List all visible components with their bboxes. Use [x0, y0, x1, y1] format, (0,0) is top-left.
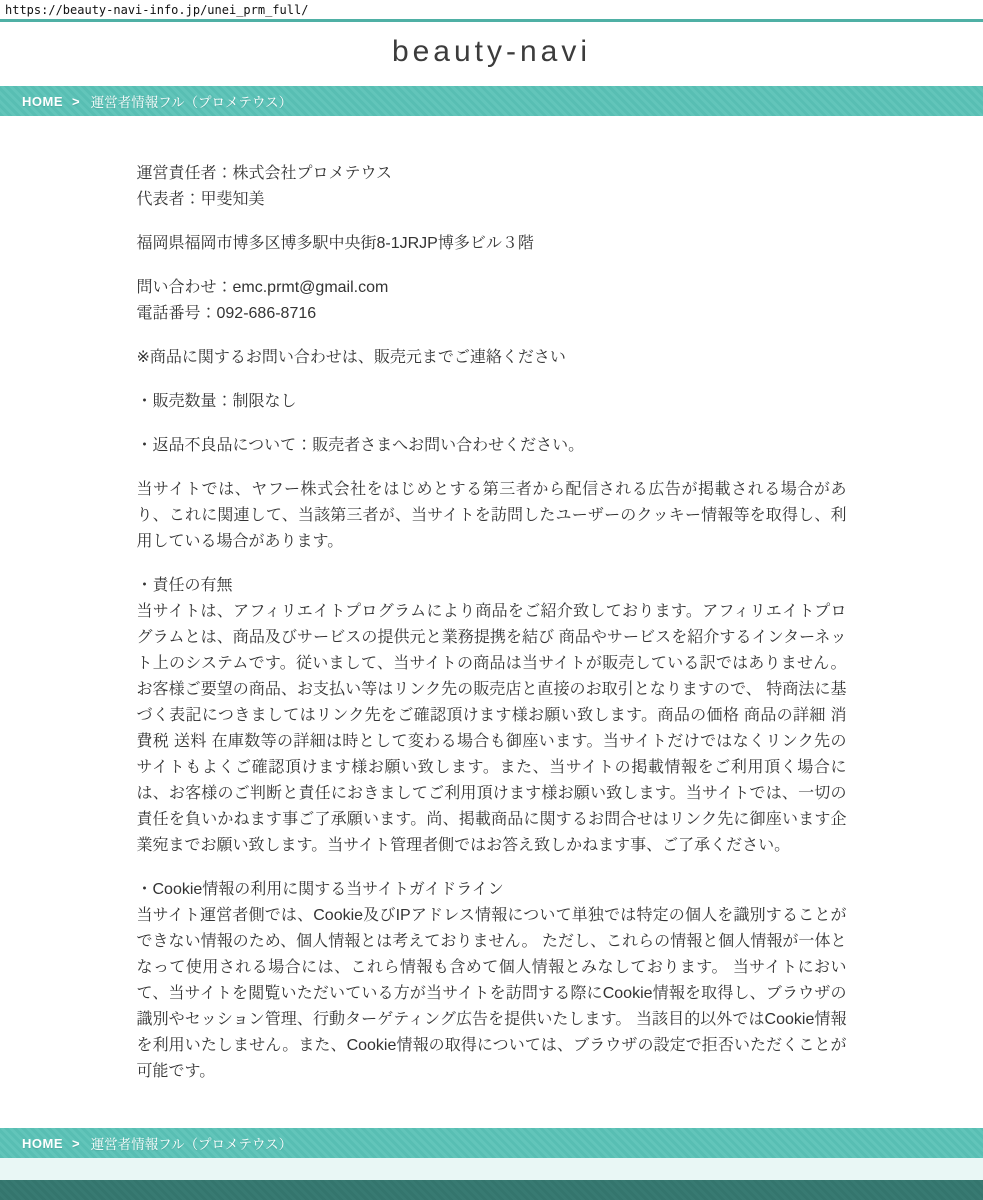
paragraph: 運営責任者：株式会社プロメテウス 代表者：甲斐知美	[136, 165, 393, 208]
url-bar	[0, 0, 983, 19]
breadcrumb-home-link[interactable]: HOME	[22, 1135, 63, 1151]
breadcrumb-current-page: 運営者情報フル（プロメテウス）	[90, 1137, 293, 1152]
paragraph: ・返品不良品について：販売者さまへお問い合わせください。	[136, 437, 585, 454]
site-header	[0, 22, 983, 86]
footer-light-band	[0, 1158, 983, 1180]
breadcrumb-separator: >	[72, 1135, 80, 1151]
footer-dark-band	[0, 1180, 983, 1200]
paragraph: ・販売数量：制限なし	[136, 393, 297, 410]
breadcrumb-home-link[interactable]: HOME	[22, 93, 63, 109]
breadcrumb-bottom	[0, 1128, 983, 1158]
breadcrumb-current-page: 運営者情報フル（プロメテウス）	[90, 95, 293, 110]
bottom-area	[0, 1128, 983, 1200]
paragraph: ・Cookie情報の利用に関する当サイトガイドライン 当サイト運営者側では、Cookie及びIPアドレス情報について単独では特定の個人を識別することができない情報のため、個人情報とは考えておりません。 ただし、これらの情報と個人情報が一体となって使用される場合には、これら情報も含めて個人情報とみなしております。 当サイトにおいて、当サイトを閲覧いただいている方が当サイトを訪問する際にCookie情報を取得し、ブラウザの識別やセッション管理、行動ターゲティング広告を提供いたします。 当該目的以外ではCookie情報を利用いたしません。また、Cookie情報の取得については、ブラウザの設定で拒否いただくことが可能です。	[136, 881, 847, 1080]
breadcrumb-top	[0, 86, 983, 116]
site-title[interactable]: beauty-navi	[391, 35, 592, 68]
paragraph: 福岡県福岡市博多区博多駅中央街8-1JRJP博多ビル３階	[136, 235, 534, 252]
paragraph: 問い合わせ：emc.prmt@gmail.com 電話番号：092-686-8716	[136, 279, 389, 322]
paragraph: ・責任の有無 当サイトは、アフィリエイトプログラムにより商品をご紹介致しております。アフィリエイトプログラムとは、商品及びサービスの提供元と業務提携を結び 商品やサービスを紹介するインターネット上のシステムです。従いまして、当サイトの商品は当サイトが販売している訳ではありません。お客様ご要望の商品、お支払い等はリンク先の販売店と直接のお取引となりますので、 特商法に基づく表記につきましてはリンク先をご確認頂けます様お願い致します。商品の価格 商品の詳細 消費税 送料 在庫数等の詳細は時として変わる場合も御座います。当サイトだけではなくリンク先のサイトもよくご確認頂けます様お願い致します。また、当サイトの掲載情報をご利用頂く場合には、お客様のご判断と責任におきましてご利用頂けます様お願い致します。当サイトでは、一切の責任を負いかねます事ご了承願います。尚、掲載商品に関するお問合せはリンク先に御座います企業宛までお願い致します。当サイト管理者側ではお答え致しかねます事、ご了承ください。	[136, 577, 847, 854]
breadcrumb-separator: >	[72, 93, 80, 109]
url-text: https://beauty-navi-info.jp/unei_prm_full/	[5, 3, 309, 17]
main-content	[137, 116, 847, 1103]
paragraph: 当サイトでは、ヤフー株式会社をはじめとする第三者から配信される広告が掲載される場合があり、これに関連して、当該第三者が、当サイトを訪問したユーザーのクッキー情報等を取得し、利用している場合があります。	[136, 481, 847, 550]
paragraph: ※商品に関するお問い合わせは、販売元までご連絡ください	[136, 349, 566, 366]
